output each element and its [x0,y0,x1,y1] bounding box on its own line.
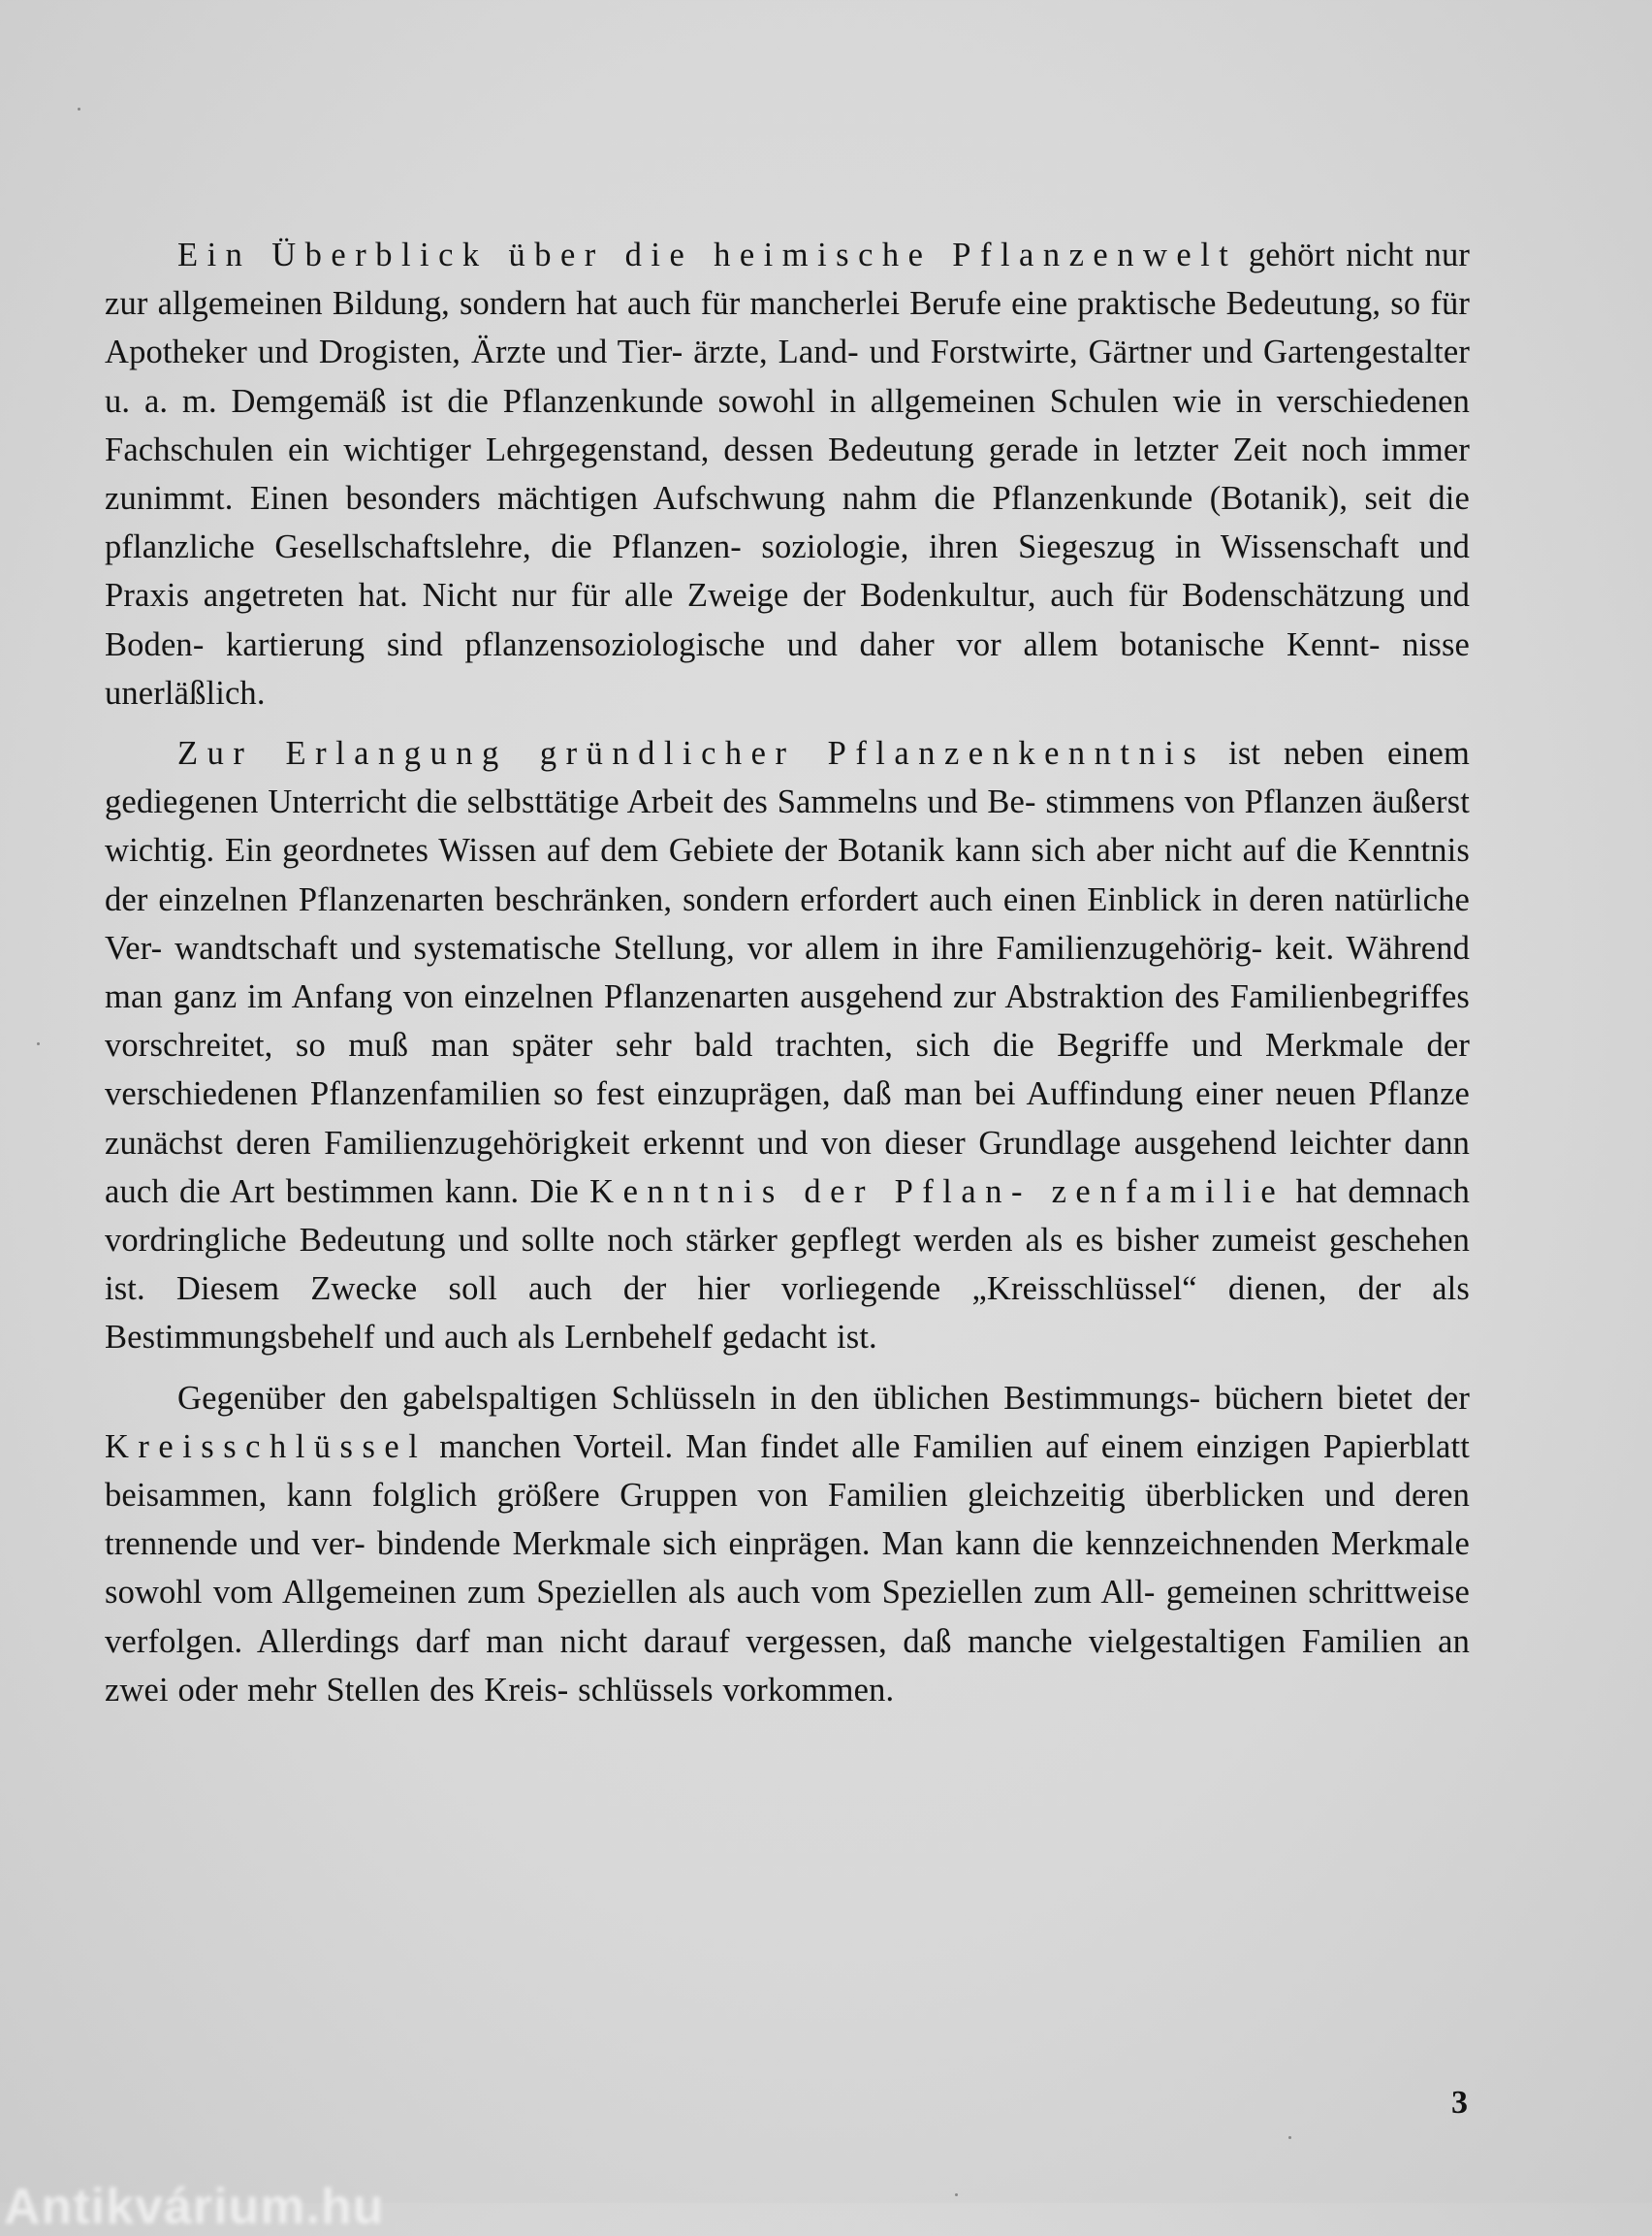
scan-speck [1288,2136,1291,2139]
body-text [105,231,1470,1726]
paragraph-text: hat demnach vordringliche Bedeutung und sollte noch stärker gepflegt werden als es bisher zumeist geschehen ist. Diesem Zwecke soll auch der hier vorliegende „Kreisschlüssel“ dienen, der als Bestimmungsbehelf und auch als Lernbehelf gedacht ist. [105,1172,1470,1357]
paragraph-text: ist neben einem gediegenen Unterricht die selbsttätige Arbeit des Sammelns und Be- stimmens von Pflanzen äußerst wichtig. Ein geordnetes Wissen auf dem Gebiete der Botanik kann sich aber nicht auf die Kenntnis der einzelnen Pflanzenarten beschränken, sondern erfordert auch einen Einblick in deren natürliche Ver- wandtschaft und systematische Stellung, vor allem in ihre Familienzugehörig- keit. Während man ganz im Anfang von einzelnen Pflanzenarten ausgehend zur Abstraktion des Familienbegriffes vorschreitet, so muß man später sehr bald trachten, sich die Begriffe und Merkmale der verschiedenen Pflanzenfamilien so fest einzuprägen, daß man bei Auffindung einer neuen Pflanze zunächst deren Familienzugehörigkeit erkennt und von dieser Grundlage ausgehend leichter dann auch die Art bestimmen kann. [105,735,1471,1210]
page-number: 3 [1451,2085,1468,2121]
emphasis-spaced-text: Zur Erlangung gründlicher Pflanzenkenntnis [177,735,1206,773]
watermark: Antikvárium.hu [4,2179,385,2235]
paragraph-2 [105,729,1470,1362]
emphasis-spaced-text: Kenntnis der Pflan- zenfamilie [589,1172,1286,1210]
paragraph-text: Gegenüber den gabelspaltigen Schlüsseln in den üblichen Bestimmungs- büchern bietet der [177,1379,1470,1417]
paragraph-1 [105,231,1470,718]
paragraph-text: manchen Vorteil. Man findet alle Familien auf einem einzigen Papierblatt beisammen, kann folglich größere Gruppen von Familien gleichzeitig überblicken und deren trennende und ver- bindende Merkmale sich einprägen. Man kann die kennzeichnenden Merkmale sowohl vom Allgemeinen zum Speziellen als auch vom Speziellen zum All- gemeinen schrittweise verfolgen. Allerdings darf man nicht darauf vergessen, daß manche vielgestaltigen Familien an zwei oder mehr Stellen des Kreis- schlüssels vorkommen. [105,1427,1470,1709]
scan-speck [37,1042,40,1045]
paragraph-3 [105,1374,1470,1714]
emphasis-spaced-text: Ein Überblick über die heimische Pflanzenwelt [177,237,1238,273]
scan-speck [955,2193,958,2196]
paragraph-text: gehört nicht nur zur allgemeinen Bildung, sondern hat auch für mancherlei Berufe eine praktische Bedeutung, so für Apotheker und Drogisten, Ärzte und Tier- ärzte, Land- und Forstwirte, Gärtner und Gartengestalter u. a. m. Demgemäß ist die Pflanzenkunde sowohl in allgemeinen Schulen wie in verschiedenen Fachschulen ein wichtiger Lehrgegenstand, dessen Bedeutung gerade in letzter Zeit noch immer zunimmt. Einen besonders mächtigen Aufschwung nahm die Pflanzenkunde (Botanik), seit die pflanzliche Gesellschaftslehre, die Pflanzen- soziologie, ihren Siegeszug in Wissenschaft und Praxis angetreten hat. Nicht nur für alle Zweige der Bodenkultur, auch für Bodenschätzung und Boden- kartierung sind pflanzensoziologische und daher vor allem botanische Kennt- nisse unerläßlich. [105,237,1470,712]
scan-speck [78,108,80,111]
paragraph-text: Die [529,1172,590,1210]
emphasis-spaced-text: Kreisschlüssel [105,1427,428,1465]
